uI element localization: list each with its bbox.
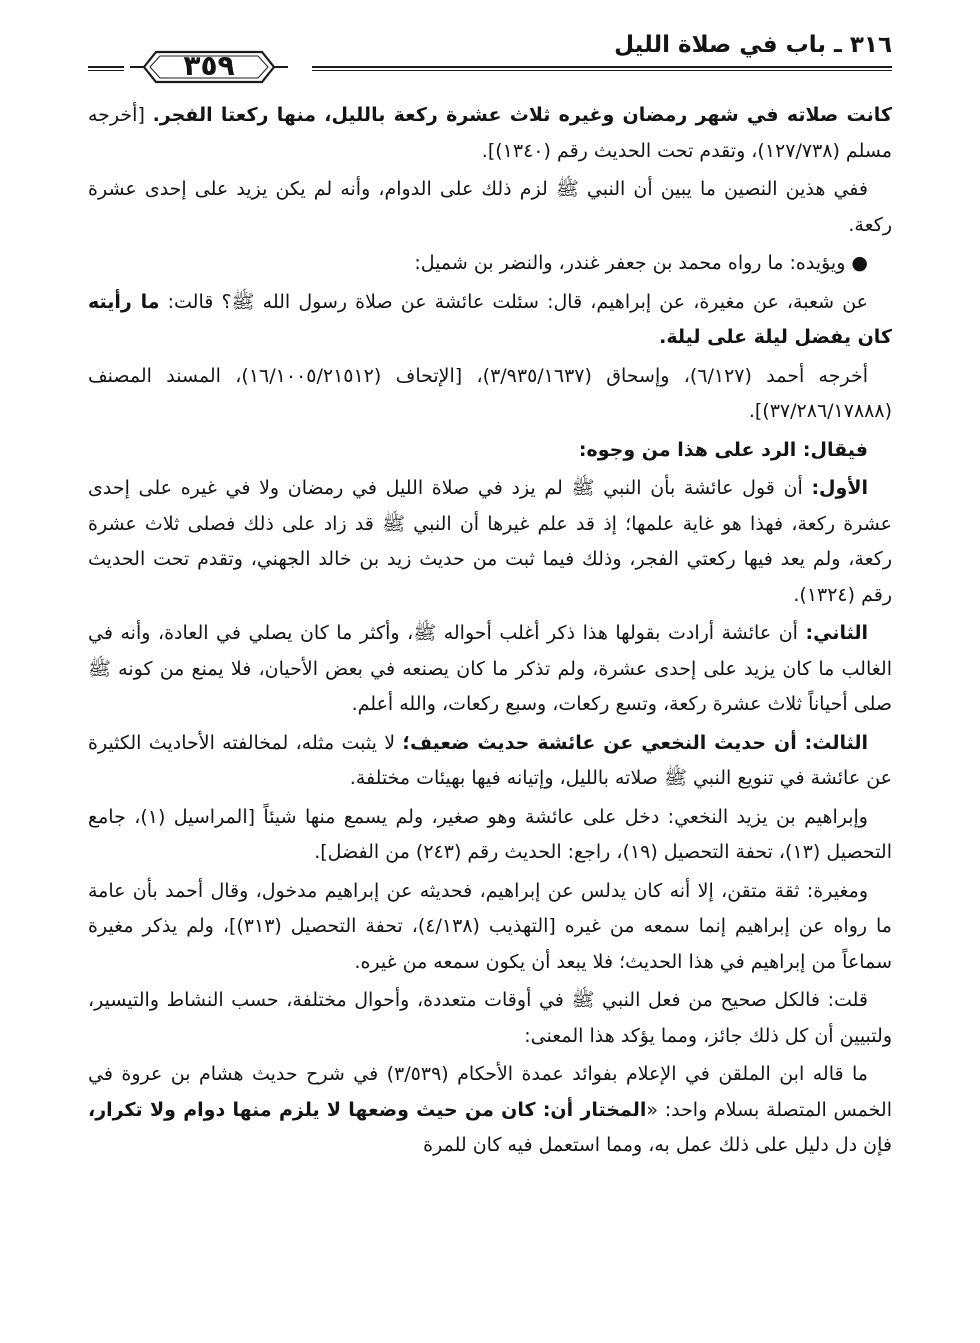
paragraph: [88, 800, 892, 871]
paragraph: [88, 285, 892, 356]
text-segment: ومغيرة: ثقة متقن، إلا أنه كان يدلس عن إبراهيم، فحديثه عن إبراهيم مدخول، وقال أحمد بأن عامة ما رواه عن إبراهيم إنما سمعه من غيره [التهذيب (٤/١٣٨)، تحفة التحصيل (٣١٣)]، ولم يذكر مغيرة سماعاً من إبراهيم في هذا الحديث؛ فلا يبعد أن يكون سمعه من غيره.: [88, 879, 892, 973]
text-segment: ما قاله ابن الملقن في الإعلام بفوائد عمدة الأحكام (٣/٥٣٩) في شرح حديث هشام بن عروة في الخمس المتصلة بسلام واحد: «: [88, 1063, 893, 1121]
body-text: [88, 98, 892, 1164]
text-segment: [أخرجه مسلم (١٢٧/٧٣٨)، وتقدم تحت الحديث رقم (١٣٤٠)].: [88, 104, 892, 162]
text-segment: أن عائشة أرادت بقولها هذا ذكر أغلب أحواله ﷺ، وأكثر ما كان يصلي في العادة، وأنه في الغالب ما كان يزيد على إحدى عشرة، ولم تذكر ما كان يصنعه في بعض الأحيان، فلا يمنع من كونه ﷺ صلى أحياناً ثلاث عشرة ركعة، وتسع ركعات، وسبع ركعات، والله أعلم.: [88, 622, 892, 715]
bold-text-segment: الثاني:: [805, 622, 868, 644]
text-segment: قلت: فالكل صحيح من فعل النبي ﷺ في أوقات متعددة، وأحوال مختلفة، حسب النشاط والتيسير، ولتبيين أن كل ذلك جائز، ومما يؤكد هذا المعنى:: [88, 989, 892, 1047]
paragraph: [88, 471, 892, 613]
text-segment: ويؤيده: ما رواه محمد بن جعفر غندر، والنضر بن شميل:: [414, 252, 846, 274]
paragraph: [88, 616, 892, 723]
text-segment: ففي هذين النصين ما يبين أن النبي ﷺ لزم ذلك على الدوام، وأنه لم يكن يزيد على إحدى عشرة ركعة.: [88, 178, 892, 236]
bold-text-segment: ما رأيته كان يفضل ليلة على ليلة.: [88, 290, 892, 348]
paragraph: [88, 172, 892, 243]
paragraph: [88, 874, 892, 981]
text-segment: عن شعبة، عن مغيرة، عن إبراهيم، قال: سئلت عائشة عن صلاة رسول الله ﷺ؟ قالت:: [159, 290, 868, 313]
paragraph: [88, 1057, 892, 1164]
header-rule: [312, 66, 892, 71]
paragraph: [88, 98, 892, 169]
paragraph: [88, 983, 892, 1054]
bold-text-segment: الأول:: [811, 477, 868, 499]
paragraph: [88, 359, 892, 430]
bold-text-segment: المختار أن: كان من حيث وضعها لا يلزم منها دوام ولا تكرار،: [88, 1098, 647, 1121]
text-segment: أخرجه أحمد (٦/١٢٧)، وإسحاق (٣/٩٣٥/١٦٣٧)، [الإتحاف (١٦/١٠٠٥/٢١٥١٢)، المسند المصنف (٣٧/٢٨٦/١٧٨٨٨)].: [88, 364, 892, 422]
bold-text-segment: كانت صلاته في شهر رمضان وغيره ثلاث عشرة ركعة بالليل، منها ركعتا الفجر.: [152, 104, 892, 126]
text-segment: فإن دل دليل على ذلك عمل به، ومما استعمل فيه كان للمرة: [423, 1134, 892, 1156]
running-header: [88, 18, 892, 88]
bullet-icon: ●: [851, 252, 868, 274]
text-segment: أن قول عائشة بأن النبي ﷺ لم يزد في صلاة الليل في رمضان ولا في غيره على إحدى عشرة ركعة، فهذا هو غاية علمها؛ إذ قد علم غيرها أن النبي ﷺ قد زاد على ذلك فصلى ثلاث عشرة ركعة، ولم يعد فيها ركعتي الفجر، وذلك فيما ثبت من حديث زيد بن خالد الجهني، وتقدم تحت الحديث رقم (١٣٢٤).: [88, 477, 892, 606]
bold-text-segment: الثالث: أن حديث النخعي عن عائشة حديث ضعيف؛: [402, 731, 868, 754]
paragraph: [88, 726, 892, 797]
page-number: ٣٥٩: [183, 49, 235, 82]
chapter-title: ٣١٦ ـ باب في صلاة الليل: [614, 32, 892, 58]
text-segment: وإبراهيم بن يزيد النخعي: دخل على عائشة وهو صغير، ولم يسمع منها شيئاً [المراسيل (١)، جامع التحصيل (١٣)، تحفة التحصيل (١٩)، راجع: الحديث رقم (٢٤٣) من الفضل].: [88, 805, 892, 863]
bold-text-segment: فيقال: الرد على هذا من وجوه:: [578, 438, 868, 461]
text-segment: لا يثبت مثله، لمخالفته الأحاديث الكثيرة عن عائشة في تنويع النبي ﷺ صلاته بالليل، وإتيانه فيها بهيئات مختلفة.: [88, 731, 892, 789]
page-number-badge: [128, 46, 290, 88]
paragraph: [88, 246, 892, 282]
header-rule-left: [88, 66, 124, 71]
paragraph: [88, 433, 892, 469]
